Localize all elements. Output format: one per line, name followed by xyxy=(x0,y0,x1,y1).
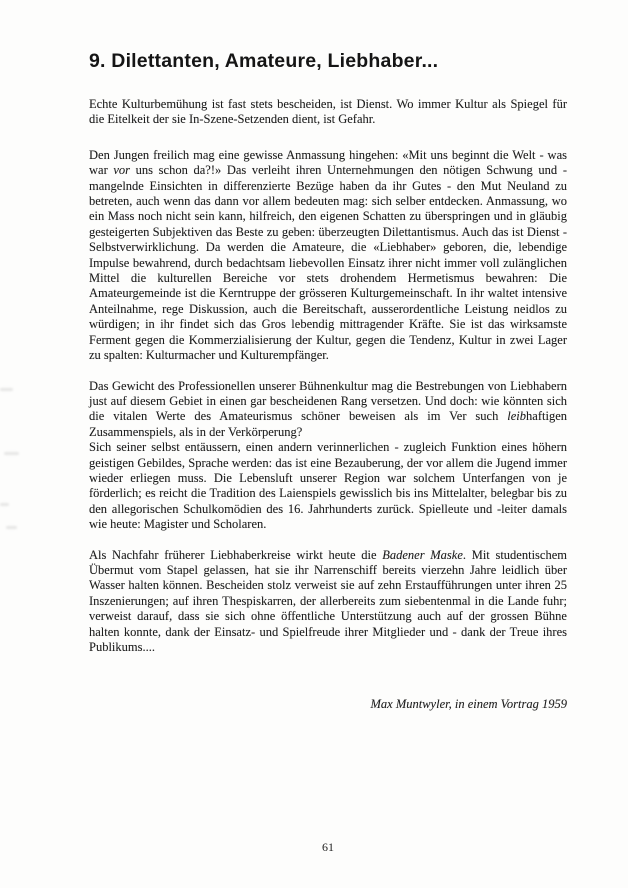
italic-run: Badener Maske xyxy=(382,547,463,562)
paragraph-intro xyxy=(89,97,567,128)
attribution-line: Max Muntwyler, in einem Vortrag 1959 xyxy=(370,697,567,712)
scan-smudge xyxy=(4,452,19,455)
text-run: haftigen Zusammenspiels, als in der Verkörperung? xyxy=(89,409,567,439)
paragraph-gewicht xyxy=(89,379,567,441)
text-column xyxy=(89,50,567,712)
paragraph-badener-maske xyxy=(89,548,567,656)
text-run: uns schon da?!» Das verleiht ihren Unternehmungen den nötigen Schwung und - mangelnde Einsichten in differenzierte Bezüge haben da ihr Gutes - den Mut Neuland zu betreten, auch wenn das dann vor allem bedeuten mag: sich selber entdecken. Anmassung, wo ein Mass noch nicht sein kann, hilfreich, den eigenen Schatten zu überspringen und in gläubig gesteigerten Subjektiven das Beste zu geben: überzeugten Dilettantismus. Auch das ist Dienst - Selbstverwirklichung. Da werden die Amateure, die «Liebhaber» geboren, die, lebendige Impulse bewahrend, durch bedachtsam liebevollen Einsatz ihrer nicht immer voll zulänglichen Mittel die kulturellen Bereiche vor stets drohendem Hermetismus bewahren: Die Amateurgemeinde ist die Kerntruppe der grösseren Kulturgemeinschaft. In ihr waltet intensive Anteilnahme, rege Diskussion, auch die Bereitschaft, ausserordentliche Leistung neidlos zu würdigen; in ihr findet sich das Gros lebendig mittragender Kräfte. Sie ist das wirksamste Ferment gegen die Kommerzialisierung der Kultur, gegen die Tendenz, Kultur in zwei Lager zu spalten: Kulturmacher und Kulturempfänger. xyxy=(89,163,567,363)
italic-run: leib xyxy=(507,409,527,424)
paragraph-entaeussern xyxy=(89,440,567,532)
text-run: Als Nachfahr früherer Liebhaberkreise wirkt heute die xyxy=(89,547,383,562)
italic-run: vor xyxy=(113,163,131,178)
text-run: Den Jungen freilich mag eine gewisse Anmassung hingehen: «Mit uns beginnt die Welt - was war xyxy=(89,147,567,178)
text-run: Echte Kulturbemühung ist fast stets bescheiden, ist Dienst. Wo immer Kultur als Spiegel für die Eitelkeit der sie In-Szene-Setzenden dient, ist Gefahr. xyxy=(89,97,567,127)
scan-smudge xyxy=(0,388,13,391)
paragraph-anmassung xyxy=(89,148,567,364)
text-run: Sich seiner selbst entäussern, einen andern verinnerlichen - zugleich Funktion eines höhern geistigen Gebildes, Sprache werden: das ist eine Bezauberung, der vor allem die Jugend immer wieder erliegen muss. Die Lebensluft unserer Region war solchem Unterfangen von je förderlich; es reicht die Tradition des Laienspiels gewisslich bis ins Mittelalter, belegbar bis zu den allegorischen Schulkomödien des 16. Jahrhunderts zurück. Spielleute und -leiter damals wie heute: Magister und Scholaren. xyxy=(89,440,567,532)
section-title: 9. Dilettanten, Amateure, Liebhaber... xyxy=(89,50,439,72)
text-run: Das Gewicht des Professionellen unserer Bühnenkultur mag die Bestrebungen von Liebhabern just auf diesem Gebiet in einen gar bescheidenen Rang versetzen. Und doch: wie könnten sich die vitalen Werte des Amateurismus schöner beweisen als im Ver such xyxy=(89,378,567,424)
text-run: . Mit studentischem Übermut vom Stapel gelassen, hat sie ihr Narrenschiff bereits vierzehn Jahre leidlich über Wasser halten können. Bescheiden stolz verweist sie auf zehn Erstaufführungen unter ihren 25 Inszenierungen; auf ihren Thespiskarren, der allerbereits zum siebentenmal in die Lande fuhr; verweist darauf, dass sie sich ohne öffentliche Unterstützung auch auf der grossen Bühne halten konnte, dank der Einsatz- und Spielfreude ihrer Mitglieder und - dank der Treue ihres Publikums.... xyxy=(89,547,567,654)
scan-smudge xyxy=(6,526,17,529)
page-number: 61 xyxy=(322,840,334,854)
scan-smudge xyxy=(0,503,9,506)
